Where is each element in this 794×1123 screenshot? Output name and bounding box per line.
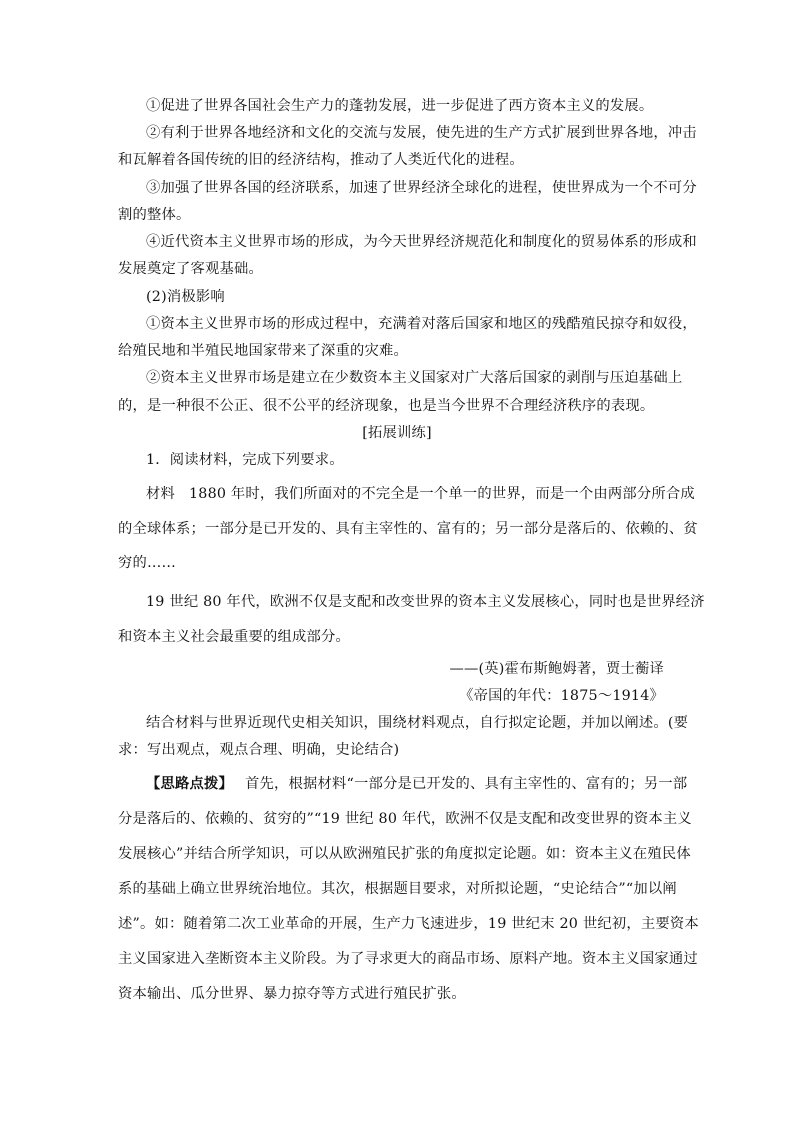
material-label: 材料 — [146, 486, 175, 502]
negative-point-1-line-2: 给殖民地和半殖民地国家带来了深重的灾难。 — [118, 343, 408, 359]
hint-text: 首先，根据材料“一部分是已开发的、具有主宰性的、富有的；另一部 — [244, 776, 688, 792]
material2-line-1: 19 世纪 80 年代，欧洲不仅是支配和改变世界的资本主义发展核心，同时也是世界经济 — [146, 594, 705, 610]
hint-line-1 — [146, 774, 687, 794]
material2-line-2: 和资本主义社会最重要的组成部分。 — [118, 629, 350, 645]
hint-line-4: 系的基础上确立世界统治地位。其次，根据题目要求，对所拟论题，“史论结合”“加以阐 — [118, 881, 677, 897]
negative-point-2-line-1: ②资本主义世界市场是建立在少数资本主义国家对广大落后国家的剥削与压迫基础上 — [146, 370, 683, 386]
requirement-line-1: 结合材料与世界近现代史相关知识，围绕材料观点，自行拟定论题，并加以阐述。(要 — [146, 715, 689, 731]
material-line-3: 穷的…… — [118, 555, 176, 571]
hint-line-6: 主义国家进入垄断资本主义阶段。为了寻求更大的商品市场、原料产地。资本主义国家通过 — [118, 951, 698, 967]
hint-line-3: 发展核心”并结合所学知识，可以从欧洲殖民扩张的角度拟定论题。如：资本主义在殖民体 — [118, 846, 691, 862]
positive-point-3-line-2: 割的整体。 — [118, 207, 191, 223]
requirement-line-2: 求：写出观点，观点合理、明确，史论结合) — [118, 742, 400, 758]
positive-point-4-line-1: ④近代资本主义世界市场的形成，为今天世界经济规范化和制度化的贸易体系的形成和 — [146, 234, 697, 250]
material-line-2: 的全球体系；一部分是已开发的、具有主宰性的、富有的；另一部分是落后的、依赖的、贫 — [118, 521, 698, 537]
positive-point-4-line-2: 发展奠定了客观基础。 — [118, 261, 263, 277]
positive-point-1: ①促进了世界各国社会生产力的蓬勃发展，进一步促进了西方资本主义的发展。 — [146, 98, 654, 114]
hint-label: 【思路点拨】 — [146, 776, 233, 792]
hint-line-2: 分是落后的、依赖的、贫穷的”“19 世纪 80 年代，欧洲不仅是支配和改变世界的资本主义 — [118, 811, 692, 827]
source-author: ——(英)霍布斯鲍姆著，贾士蘅译 — [449, 661, 664, 677]
hint-line-5: 述”。如：随着第二次工业革命的开展，生产力飞速进步，19 世纪末 20 世纪初，主要资本 — [118, 916, 699, 932]
question-1: 1．阅读材料，完成下列要求。 — [146, 452, 344, 468]
positive-point-2-line-2: 和瓦解着各国传统的旧的经济结构，推动了人类近代化的进程。 — [118, 152, 524, 168]
section-title: [拓展训练] — [362, 425, 432, 441]
positive-point-2-line-1: ②有利于世界各地经济和文化的交流与发展，使先进的生产方式扩展到世界各地，冲击 — [146, 125, 697, 141]
hint-line-7: 资本输出、瓜分世界、暴力掠夺等方式进行殖民扩张。 — [118, 986, 466, 1002]
negative-heading: (2)消极影响 — [146, 289, 225, 305]
positive-point-3-line-1: ③加强了世界各国的经济联系，加速了世界经济全球化的进程，使世界成为一个不可分 — [146, 180, 697, 196]
negative-point-1-line-1: ①资本主义世界市场的形成过程中，充满着对落后国家和地区的残酷殖民掠夺和奴役， — [146, 316, 697, 332]
material-text: 1880 年时，我们所面对的不完全是一个单一的世界，而是一个由两部分所合成 — [189, 486, 695, 502]
material-line-1 — [146, 484, 695, 504]
source-title: 《帝国的年代：1875～1914》 — [459, 688, 664, 704]
negative-point-2-line-2: 的，是一种很不公正、很不公平的经济现象，也是当今世界不合理经济秩序的表现。 — [118, 398, 655, 414]
